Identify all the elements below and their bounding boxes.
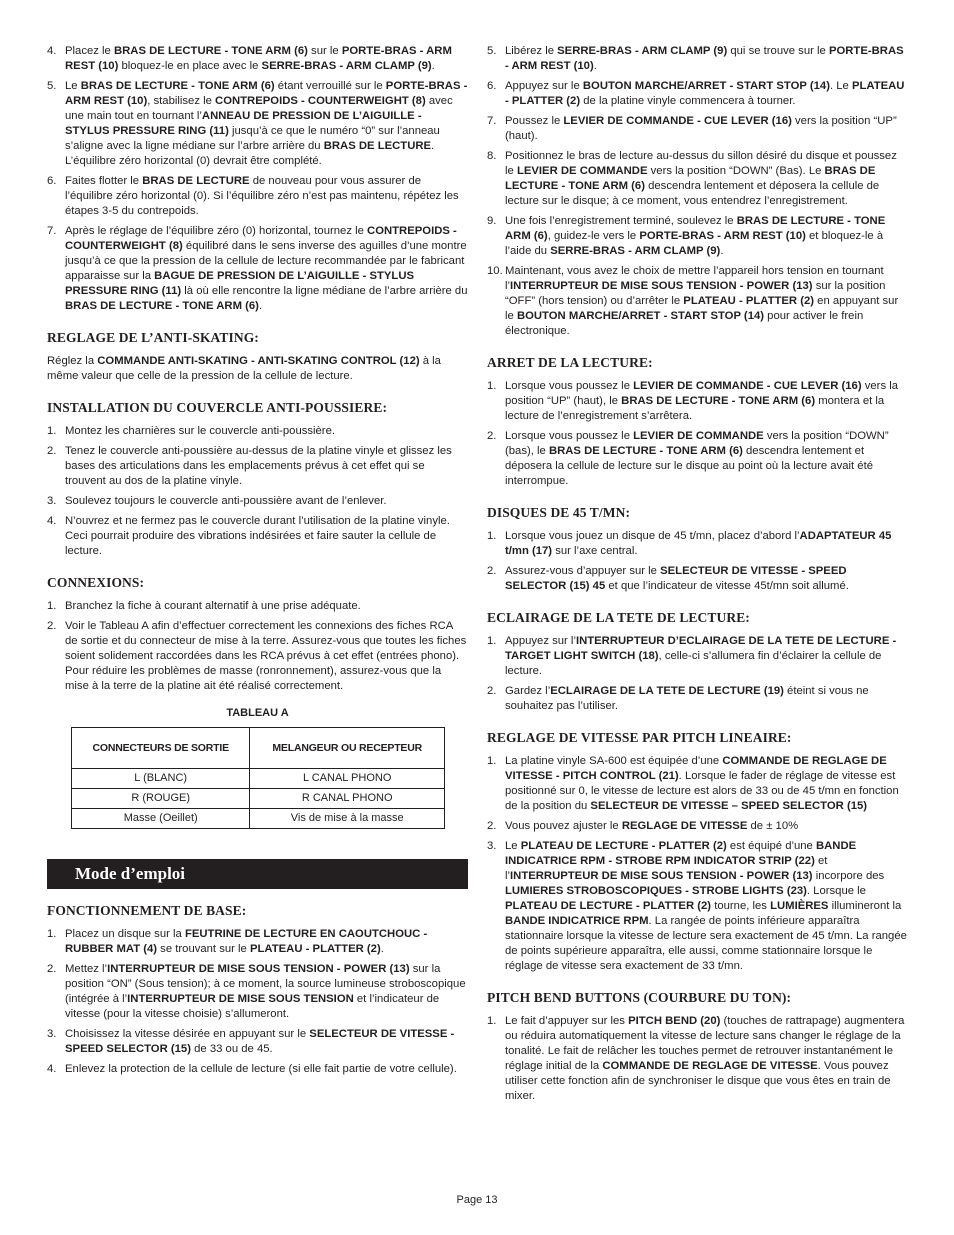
- list-playback-steps: [487, 44, 908, 339]
- list-item-text: Maintenant, vous avez le choix de mettre l’appareil hors tension en tournant l’INTERRUPTEUR DE MISE SOUS TENSION - POWER (13) sur la position “OFF” (hors tension) ou d’arrêter le PLATEAU - PLATTER (2) en appuyant sur le BOUTON MARCHE/ARRET - START STOP (14) pour activer le frein électronique.: [505, 265, 899, 337]
- list-item-text: Le PLATEAU DE LECTURE - PLATTER (2) est équipé d’une BANDE INDICATRICE RPM - STROBE RPM INDICATOR STRIP (22) et l’INTERRUPTEUR DE MISE SOUS TENSION - POWER (13) incorpore des LUMIERES STROBOSCOPIQUES - STROBE LIGHTS (23). Lorsque le PLATEAU DE LECTURE - PLATTER (2) tourne, les LUMIÈRES illumineront la BANDE INDICATRICE RPM. La rangée de points inférieure apparaîtra stationnaire lorsque la vitesse de lecture sera exactement de 45 t/mn. La rangée de points supérieure apparaîtra, elle aussi, comme stationnaire lorsque le réglage de vitesse sera exactement de 33 t/mn.: [505, 840, 907, 972]
- list-item-number: 9.: [487, 215, 497, 227]
- list-item: [47, 927, 468, 957]
- list-item-number: 6.: [487, 80, 497, 92]
- list-item-text: Voir le Tableau A afin d’effectuer correctement les connexions des fiches RCA de sortie et du connecteur de mise à la terre. Assurez-vous que toutes les fiches soient solidement raccordées dans les RCA prévus à cet effet (entrées phono). Pour réduire les problèmes de masse (ronronnement), assurez-vous que la mise à la terre de la platine ait été réalisé correctement.: [65, 620, 467, 692]
- list-item: [487, 1014, 908, 1104]
- list-item-text: La platine vinyle SA-600 est équipée d’une COMMANDE DE REGLAGE DE VITESSE - PITCH CONTROL (21). Lorsque le fader de réglage de vitesse est positionné sur 0, le vitesse de lecture est alors de 33 ou de 45 t/mn en fonction de la position du SELECTEUR DE VITESSE – SPEED SELECTOR (15): [505, 755, 899, 812]
- list-item-number: 4.: [47, 515, 57, 527]
- list-item: [487, 839, 908, 974]
- table-cell: L CANAL PHONO: [250, 769, 445, 789]
- list-item-text: Tenez le couvercle anti-poussière au-dessus de la platine vinyle et glissez les bases des articulations dans les emplacements prévus à cet effet qui se trouvent au dos de la platine vinyle.: [65, 445, 452, 487]
- list-item-text: Vous pouvez ajuster le REGLAGE DE VITESSE de ± 10%: [505, 820, 799, 832]
- list-item-number: 2.: [487, 565, 497, 577]
- list-item: [47, 619, 468, 694]
- list-item-text: Branchez la fiche à courant alternatif à une prise adéquate.: [65, 600, 361, 612]
- list-item-number: 5.: [47, 80, 57, 92]
- list-item-text: Une fois l’enregistrement terminé, soulevez le BRAS DE LECTURE - TONE ARM (6), guidez-le vers le PORTE-BRAS - ARM REST (10) et bloquez-le à l’aide du SERRE-BRAS - ARM CLAMP (9).: [505, 215, 886, 257]
- heading-antiskating: REGLAGE DE L’ANTI-SKATING:: [47, 330, 259, 345]
- table-header-mixer: MELANGEUR OU RECEPTEUR: [250, 728, 445, 769]
- list-item: [487, 564, 908, 594]
- list-item-text: Lorsque vous poussez le LEVIER DE COMMANDE - CUE LEVER (16) vers la position “UP” (haut), le BRAS DE LECTURE - TONE ARM (6) montera et la lecture de l’enregistrement s’arrêtera.: [505, 380, 899, 422]
- table-caption: TABLEAU A: [226, 707, 289, 719]
- list-tonearm-steps: [47, 44, 468, 314]
- list-item-text: N’ouvrez et ne fermez pas le couvercle durant l’utilisation de la platine vinyle. Ceci pourrait produire des vibrations indésirées et faire sauter la cellule de lecture.: [65, 515, 450, 557]
- list-item-number: 8.: [487, 150, 497, 162]
- list-item-text: Faites flotter le BRAS DE LECTURE de nouveau pour vous assurer de l’équilibre zéro horizontal (0). Si l’équilibre zéro n’est pas maintenu, répétez les étapes 3-5 du contrepoids.: [65, 175, 459, 217]
- list-item: [487, 429, 908, 489]
- list-item: [487, 79, 908, 109]
- list-item: [47, 174, 468, 219]
- list-item-number: 2.: [47, 963, 57, 975]
- list-item-text: Lorsque vous jouez un disque de 45 t/mn, placez d’abord l’ADAPTATEUR 45 t/mn (17) sur l’axe central.: [505, 530, 892, 557]
- list-item: [47, 599, 468, 614]
- heading-target-light: ECLAIRAGE DE LA TETE DE LECTURE:: [487, 610, 750, 625]
- heading-45-rpm: DISQUES DE 45 T/MN:: [487, 505, 631, 520]
- heading-connexions: CONNEXIONS:: [47, 575, 145, 590]
- list-item-number: 4.: [47, 45, 57, 57]
- list-item-number: 5.: [487, 45, 497, 57]
- list-item: [47, 1027, 468, 1057]
- list-item-number: 1.: [47, 928, 57, 940]
- list-item: [47, 1062, 468, 1077]
- list-item-text: Montez les charnières sur le couvercle anti-poussière.: [65, 425, 335, 437]
- list-item-text: Le fait d’appuyer sur les PITCH BEND (20) (touches de rattrapage) augmentera ou réduira automatiquement la vitesse de lecture sans changer le réglage de la tonalité. Le fait de relâcher les touches permet de retrouver instantanément le réglage initial de la COMMANDE DE REGLAGE DE VITESSE. Vous pouvez utiliser cette fonction afin de synchroniser le disque que vous êtes en train de mixer.: [505, 1015, 905, 1102]
- table-row: [72, 789, 445, 809]
- list-item: [47, 514, 468, 559]
- antiskating-text: Réglez la COMMANDE ANTI-SKATING - ANTI-SKATING CONTROL (12) à la même valeur que celle de la pression de la cellule de lecture.: [47, 355, 441, 382]
- list-item-text: Après le réglage de l’équilibre zéro (0) horizontal, tournez le CONTREPOIDS - COUNTERWEIGHT (8) équilibré dans le sens inverse des aguilles d’une montre jusqu’à ce que la pression de la cellule de lecture recommandée par le fabricant apparaisse sur la BAGUE DE PRESSION DE L’AIGUILLE - STYLUS PRESSURE RING (11) là où elle rencontre la ligne médiane de l’arbre arrière du BRAS DE LECTURE - TONE ARM (6).: [65, 225, 468, 312]
- list-item: [487, 44, 908, 74]
- list-item-number: 3.: [47, 495, 57, 507]
- heading-dust-cover: INSTALLATION DU COUVERCLE ANTI-POUSSIERE:: [47, 400, 388, 415]
- list-item-number: 2.: [47, 445, 57, 457]
- list-item-number: 1.: [487, 530, 497, 542]
- list-stop-playback: [487, 379, 908, 489]
- list-item-text: Soulevez toujours le couvercle anti-poussière avant de l’enlever.: [65, 495, 387, 507]
- list-item-number: 1.: [487, 755, 497, 767]
- list-item-text: Poussez le LEVIER DE COMMANDE - CUE LEVER (16) vers la position “UP” (haut).: [505, 115, 897, 142]
- list-item: [487, 264, 908, 339]
- table-cell: R (ROUGE): [72, 789, 250, 809]
- list-item: [487, 214, 908, 259]
- table-cell: Vis de mise à la masse: [250, 809, 445, 829]
- list-item-text: Placez le BRAS DE LECTURE - TONE ARM (6) sur le PORTE-BRAS - ARM REST (10) bloquez-le en place avec le SERRE-BRAS - ARM CLAMP (9).: [65, 45, 452, 72]
- heading-basic-operation: FONCTIONNEMENT DE BASE:: [47, 903, 247, 918]
- list-item-number: 3.: [47, 1028, 57, 1040]
- list-item-number: 1.: [487, 380, 497, 392]
- table-cell: Masse (Oeillet): [72, 809, 250, 829]
- list-item-number: 3.: [487, 840, 497, 852]
- list-pitch-control: [487, 754, 908, 974]
- list-connexions: [47, 599, 468, 694]
- list-item: [47, 424, 468, 439]
- right-column: [487, 44, 908, 1109]
- list-item-number: 7.: [487, 115, 497, 127]
- list-item-number: 1.: [487, 635, 497, 647]
- list-item-text: Positionnez le bras de lecture au-dessus du sillon désiré du disque et poussez le LEVIER DE COMMANDE vers la position “DOWN” (Bas). Le BRAS DE LECTURE - TONE ARM (6) descendra lentement et déposera la cellule de lecture sur le disque; à ce moment, vous entendrez l’enregistrement.: [505, 150, 897, 207]
- table-cell: L (BLANC): [72, 769, 250, 789]
- list-item: [47, 444, 468, 489]
- connection-table: [71, 727, 445, 829]
- list-item-number: 10.: [487, 265, 503, 277]
- list-item-text: Le BRAS DE LECTURE - TONE ARM (6) étant verrouillé sur le PORTE-BRAS - ARM REST (10), stabilisez le CONTREPOIDS - COUNTERWEIGHT (8) avec une main tout en tournant l’ANNEAU DE PRESSION DE L’AIGUILLE - STYLUS PRESSURE RING (11) jusqu’à ce que le numéro “0” sur l’anneau s’aligne avec la ligne médiane sur l’arbre arrière du BRAS DE LECTURE. L’équilibre zéro horizontal (0) devrait être complété.: [65, 80, 468, 167]
- list-item-number: 2.: [487, 430, 497, 442]
- left-column: [47, 44, 468, 1082]
- list-pitch-bend: [487, 1014, 908, 1104]
- table-cell: R CANAL PHONO: [250, 789, 445, 809]
- list-target-light: [487, 634, 908, 714]
- list-item: [487, 819, 908, 834]
- list-item: [487, 379, 908, 424]
- list-item-number: 1.: [487, 1015, 497, 1027]
- list-item: [47, 962, 468, 1022]
- section-bar-mode-emploi: Mode d’emploi: [47, 859, 468, 889]
- list-item: [47, 44, 468, 74]
- list-item-text: Choisissez la vitesse désirée en appuyant sur le SELECTEUR DE VITESSE - SPEED SELECTOR (15) de 33 ou de 45.: [65, 1028, 455, 1055]
- heading-pitch-bend: PITCH BEND BUTTONS (COURBURE DU TON):: [487, 990, 792, 1005]
- list-item-text: Lorsque vous poussez le LEVIER DE COMMANDE vers la position “DOWN” (bas), le BRAS DE LECTURE - TONE ARM (6) descendra lentement et déposera la cellule de lecture sur le disque au point où la lecture avait été interrompue.: [505, 430, 889, 487]
- list-45-rpm: [487, 529, 908, 594]
- list-item-number: 7.: [47, 225, 57, 237]
- list-item-number: 1.: [47, 425, 57, 437]
- list-item-number: 4.: [47, 1063, 57, 1075]
- page-number: Page 13: [456, 1194, 498, 1206]
- list-item-number: 2.: [487, 820, 497, 832]
- list-dust-cover: [47, 424, 468, 559]
- list-item: [487, 754, 908, 814]
- list-item-number: 6.: [47, 175, 57, 187]
- list-item-number: 2.: [47, 620, 57, 632]
- heading-stop-playback: ARRET DE LA LECTURE:: [487, 355, 653, 370]
- table-row: [72, 769, 445, 789]
- list-item-text: Assurez-vous d’appuyer sur le SELECTEUR DE VITESSE - SPEED SELECTOR (15) 45 et que l’indicateur de vitesse 45t/mn soit allumé.: [505, 565, 849, 592]
- list-item-number: 1.: [47, 600, 57, 612]
- list-item-text: Appuyez sur l’INTERRUPTEUR D’ECLAIRAGE DE LA TETE DE LECTURE - TARGET LIGHT SWITCH (18), celle-ci s’allumera fin d’éclairer la cellule de lecture.: [505, 635, 897, 677]
- list-item-text: Mettez l’INTERRUPTEUR DE MISE SOUS TENSION - POWER (13) sur la position “ON” (Sous tension); à ce moment, la source lumineuse stroboscopique (intégrée à l’INTERRUPTEUR DE MISE SOUS TENSION et l’indicateur de vitesse (pour la vitesse choisie) s’allumeront.: [65, 963, 466, 1020]
- list-item: [487, 529, 908, 559]
- list-item-text: Enlevez la protection de la cellule de lecture (si elle fait partie de votre cellule).: [65, 1063, 457, 1075]
- list-item: [487, 114, 908, 144]
- table-row: [72, 809, 445, 829]
- list-item: [47, 224, 468, 314]
- table-header-output: CONNECTEURS DE SORTIE: [72, 728, 250, 769]
- list-item-text: Placez un disque sur la FEUTRINE DE LECTURE EN CAOUTCHOUC - RUBBER MAT (4) se trouvant sur le PLATEAU - PLATTER (2).: [65, 928, 428, 955]
- list-item-text: Libérez le SERRE-BRAS - ARM CLAMP (9) qui se trouve sur le PORTE-BRAS - ARM REST (10).: [505, 45, 904, 72]
- list-basic-operation: [47, 927, 468, 1077]
- heading-pitch-control: REGLAGE DE VITESSE PAR PITCH LINEAIRE:: [487, 730, 792, 745]
- list-item: [47, 79, 468, 169]
- list-item: [487, 684, 908, 714]
- list-item: [487, 149, 908, 209]
- list-item: [487, 634, 908, 679]
- list-item: [47, 494, 468, 509]
- list-item-text: Gardez l’ECLAIRAGE DE LA TETE DE LECTURE (19) éteint si vous ne souhaitez pas l’utiliser.: [505, 685, 869, 712]
- list-item-text: Appuyez sur le BOUTON MARCHE/ARRET - START STOP (14). Le PLATEAU - PLATTER (2) de la platine vinyle commencera à tourner.: [505, 80, 905, 107]
- list-item-number: 2.: [487, 685, 497, 697]
